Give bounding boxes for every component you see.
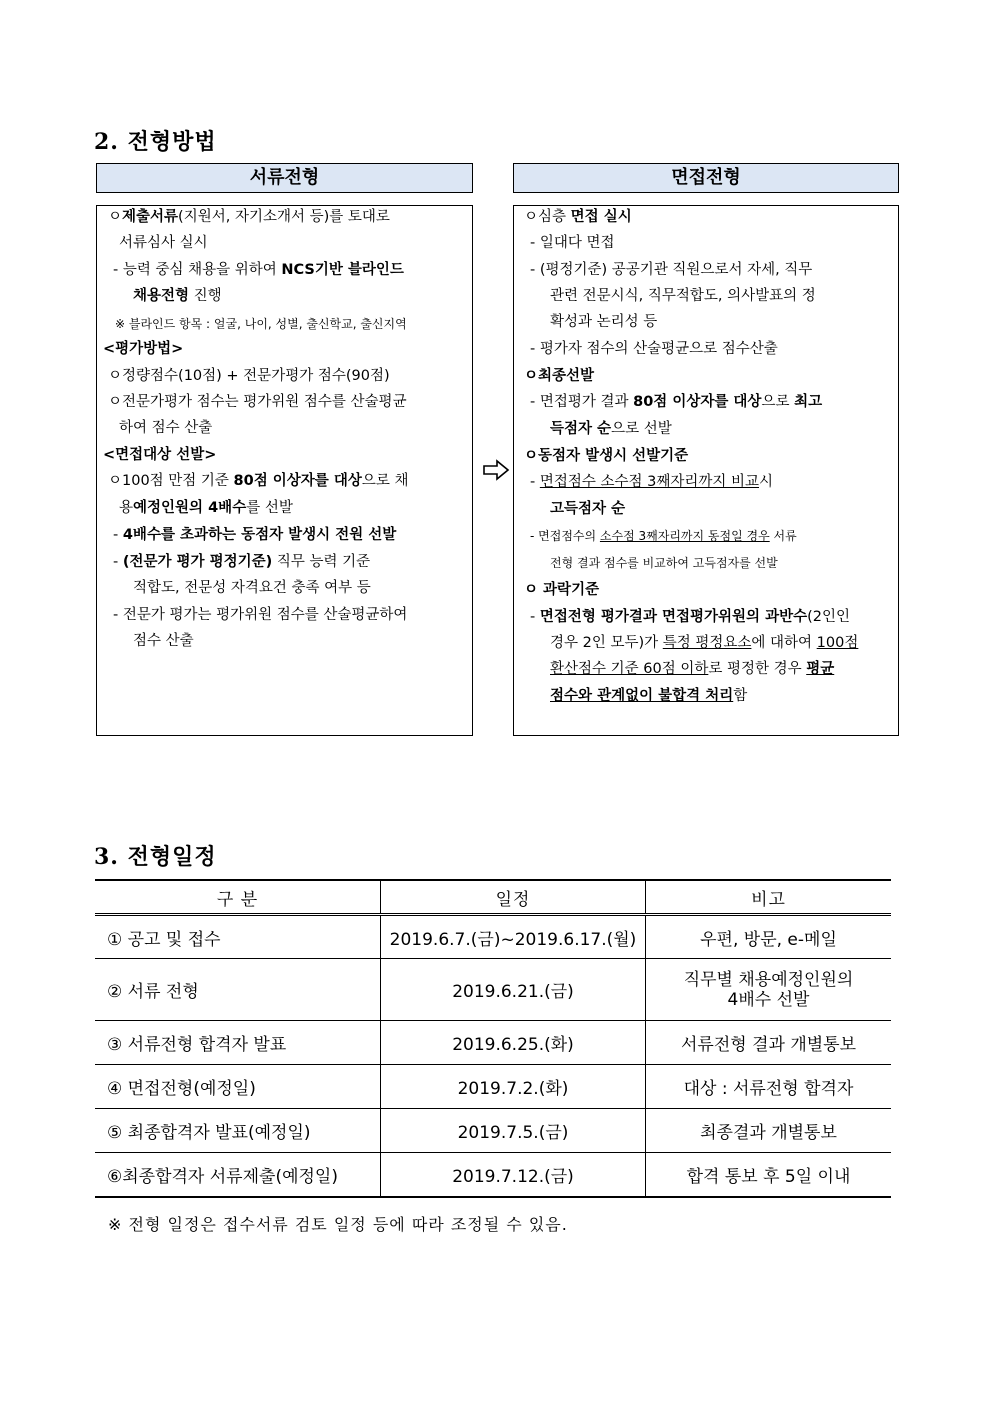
left-line [133, 578, 371, 598]
right-line [524, 207, 632, 227]
line-text: ※ 블라인드 항목 : 얼굴, 나이, 성별, 출신학교, 출신지역 [115, 317, 407, 331]
table-header-row [95, 880, 891, 915]
right-line [530, 472, 773, 492]
table-row [95, 959, 891, 1021]
line-text: 서류심사 실시 [119, 235, 208, 251]
right-line [524, 446, 688, 466]
line-text: 80점 이상자를 대상 [633, 394, 762, 410]
line-text: 점수와 관계없이 불합격 처리 [550, 688, 734, 704]
line-text: - 능력 중심 채용을 위하여 [113, 262, 282, 278]
right-line [530, 607, 850, 627]
line-text: 80점 이상자를 대상 [233, 473, 362, 489]
line-text: - (평정기준) 공공기관 직원으로서 자세, 직무 [530, 262, 813, 278]
right-line [550, 633, 858, 653]
line-text: 예정인원의 4배수 [133, 500, 247, 516]
line-text: - 전문가 평가는 평가위원 점수를 산술평균하여 [113, 607, 408, 623]
line-text: 점수 산출 [133, 633, 194, 649]
document-screening-box [96, 205, 473, 736]
date-cell: 2019.6.25.(화) [381, 1021, 646, 1065]
left-line [113, 525, 396, 545]
line-text: 서류 [769, 529, 797, 543]
line-text: - [530, 474, 540, 490]
left-line [119, 498, 293, 518]
left-line [108, 392, 407, 412]
line-text: 경우 2인 모두)가 [550, 635, 663, 651]
right-line [524, 580, 599, 600]
line-text: 으로 채 [361, 473, 409, 489]
right-line [530, 392, 822, 412]
line-text: (전문가 평가 평정기준) [122, 554, 273, 570]
date-cell: 2019.6.21.(금) [381, 959, 646, 1021]
line-text: 를 선발 [246, 500, 293, 516]
line-text: ㅇ동점자 발생시 선발기준 [524, 448, 689, 464]
right-line [550, 686, 747, 706]
line-text: NCS기반 블라인드 [281, 262, 404, 278]
table-row [95, 1153, 891, 1197]
header-schedule: 일정 [381, 880, 646, 915]
right-line [550, 553, 778, 573]
line-text: 채용전형 [133, 288, 190, 304]
step-cell: ① 공고 및 접수 [95, 915, 381, 959]
left-line [108, 471, 409, 491]
left-line [113, 605, 407, 625]
line-text: ㅇ최종선발 [524, 368, 595, 384]
line-text: - [530, 609, 540, 625]
note-cell: 대상 : 서류전형 합격자 [646, 1065, 892, 1109]
left-line [113, 260, 404, 280]
step-cell: ⑤ 최종합격자 발표(예정일) [95, 1109, 381, 1153]
line-text: 4배수를 초과하는 동점자 발생시 전원 선발 [122, 527, 397, 543]
line-text: ㅇ100점 만점 기준 [108, 473, 234, 489]
step-cell: ④ 면접전형(예정일) [95, 1065, 381, 1109]
date-cell: 2019.7.5.(금) [381, 1109, 646, 1153]
right-line [530, 526, 797, 546]
left-line [113, 552, 370, 572]
line-text: 득점자 순 [550, 421, 612, 437]
line-text: 최고 [794, 394, 823, 410]
left-line [119, 418, 212, 438]
line-text: 용 [119, 500, 134, 516]
table-row [95, 1021, 891, 1065]
table-row [95, 1109, 891, 1153]
line-text: 제출서류 [122, 209, 179, 225]
document-screening-header: 서류전형 [96, 163, 473, 193]
right-line [524, 366, 594, 386]
line-text: 100점 [816, 635, 859, 651]
schedule-table [95, 879, 891, 1198]
note-cell: 서류전형 결과 개별통보 [646, 1021, 892, 1065]
line-text: - 평가자 점수의 산술평균으로 점수산출 [530, 341, 778, 357]
right-line [530, 339, 778, 359]
line-text: <면접대상 선발> [103, 447, 217, 463]
right-line [530, 260, 812, 280]
header-category: 구 분 [95, 880, 381, 915]
right-line [550, 286, 816, 306]
left-line [133, 286, 222, 306]
line-text: (2인인 [807, 609, 851, 625]
line-text: - 면접평가 결과 [530, 394, 634, 410]
line-text: 전형 결과 점수를 비교하여 고득점자를 선발 [550, 556, 778, 570]
line-text: 하여 점수 산출 [119, 420, 213, 436]
interview-screening-header: 면접전형 [513, 163, 899, 193]
note-cell: 우편, 방문, e-메일 [646, 915, 892, 959]
line-text: 평균 [806, 661, 835, 677]
left-line [103, 445, 216, 465]
line-text: 적합도, 전문성 자격요건 충족 여부 등 [133, 580, 371, 596]
date-cell: 2019.7.12.(금) [381, 1153, 646, 1197]
left-line [108, 207, 390, 227]
line-text: ㅇ 과락기준 [524, 582, 600, 598]
right-line [550, 659, 834, 679]
line-text: ㅇ [108, 209, 123, 225]
table-row [95, 915, 891, 959]
section3-title: 3. 전형일정 [94, 844, 217, 870]
line-text: 직무 능력 기준 [272, 554, 371, 570]
line-text: (지원서, 자기소개서 등)를 토대로 [178, 209, 390, 225]
note-cell: 합격 통보 후 5일 이내 [646, 1153, 892, 1197]
line-text: 면접점수 소수점 3째자리까지 비교 [539, 474, 759, 490]
line-text: 환산점수 기준 60점 이하 [550, 661, 709, 677]
line-text: 으로 선발 [611, 421, 672, 437]
right-line [530, 233, 615, 253]
line-text: ㅇ심층 [524, 209, 571, 225]
line-text: - 일대다 면접 [530, 235, 615, 251]
line-text: 함 [733, 688, 748, 704]
header-remarks: 비고 [646, 880, 892, 915]
line-text: ㅇ전문가평가 점수는 평가위원 점수를 산술평균 [108, 394, 407, 410]
line-text: 고득점자 순 [550, 501, 626, 517]
line-text: 진행 [189, 288, 222, 304]
note-cell: 직무별 채용예정인원의 4배수 선발 [646, 959, 892, 1021]
date-cell: 2019.7.2.(화) [381, 1065, 646, 1109]
section2-title: 2. 전형방법 [94, 129, 217, 155]
left-line [103, 339, 183, 359]
line-text: 특정 평정요소 [662, 635, 752, 651]
line-text: 면접전형 평가결과 면접평가위원의 과반수 [539, 609, 808, 625]
line-text: 면접 실시 [570, 209, 632, 225]
right-line [550, 499, 625, 519]
table-row [95, 1065, 891, 1109]
date-cell: 2019.6.7.(금)~2019.6.17.(월) [381, 915, 646, 959]
left-line [133, 631, 194, 651]
line-text: - [113, 527, 123, 543]
step-cell: ⑥최종합격자 서류제출(예정일) [95, 1153, 381, 1197]
step-cell: ③ 서류전형 합격자 발표 [95, 1021, 381, 1065]
line-text: ㅇ정량점수(10점) + 전문가평가 점수(90점) [108, 368, 390, 384]
line-text: 시 [759, 474, 774, 490]
right-arrow-icon [482, 459, 510, 481]
line-text: <평가방법> [103, 341, 184, 357]
left-line [115, 314, 407, 334]
left-line [108, 366, 390, 386]
right-line [550, 312, 657, 332]
line-text: 으로 [761, 394, 795, 410]
left-line [119, 233, 208, 253]
line-text: - [113, 554, 123, 570]
schedule-footnote: ※ 전형 일정은 접수서류 검토 일정 등에 따라 조정될 수 있음. [108, 1215, 568, 1234]
line-text: - 면접점수의 [530, 529, 600, 543]
line-text: 로 평정한 경우 [708, 661, 807, 677]
line-text: 소수점 3째자리까지 동점일 경우 [599, 529, 770, 543]
line-text: 확성과 논리성 등 [550, 314, 658, 330]
line-text: 에 대하여 [751, 635, 817, 651]
right-line [550, 419, 672, 439]
note-cell: 최종결과 개별통보 [646, 1109, 892, 1153]
step-cell: ② 서류 전형 [95, 959, 381, 1021]
line-text: 관련 전문시식, 직무적합도, 의사발표의 정 [550, 288, 816, 304]
interview-screening-box [513, 205, 899, 736]
